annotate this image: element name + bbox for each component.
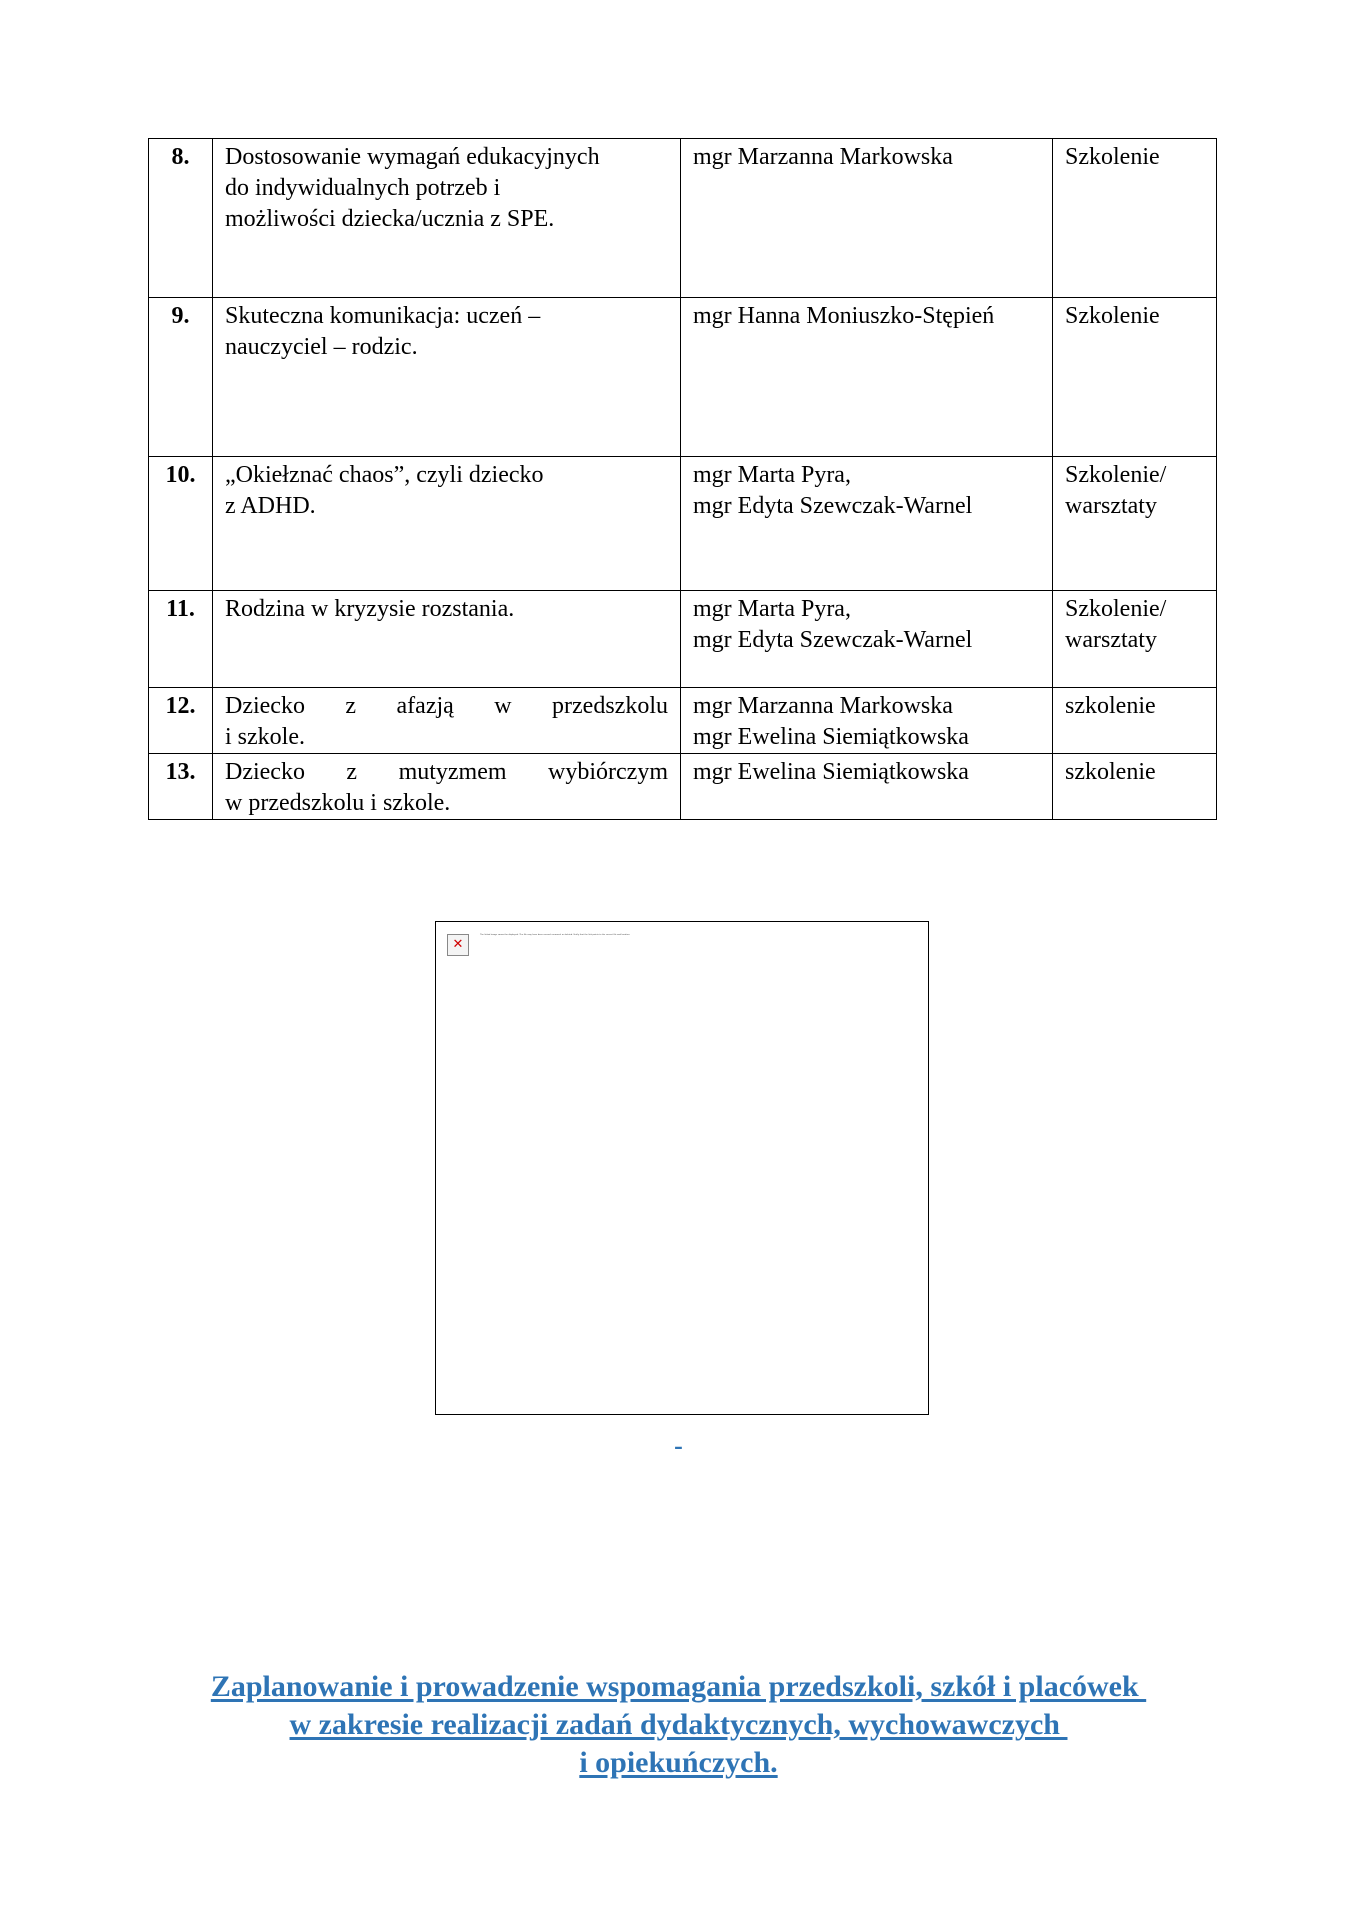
topic-cell [213,688,681,754]
form-text: szkolenie [1065,759,1156,785]
topic-line: Dziecko z mutyzmem wybiórczym [225,759,668,785]
topic-line: Dziecko z afazją w przedszkolu [225,693,668,719]
topic-line: z ADHD. [225,493,316,519]
row-number: 8. [149,139,213,298]
leaders-cell [681,591,1053,688]
row-number: 13. [149,754,213,820]
leaders-cell [681,298,1053,457]
form-cell [1053,457,1217,591]
topic-cell [213,139,681,298]
row-number: 12. [149,688,213,754]
form-text: warsztaty [1065,627,1157,653]
row-number: 9. [149,298,213,457]
topic-cell [213,298,681,457]
form-text: szkolenie [1065,693,1156,719]
form-cell [1053,298,1217,457]
broken-image-icon: ✕ [447,934,469,956]
leader-name: mgr Marta Pyra, [693,596,851,622]
form-text: Szkolenie [1065,144,1160,170]
heading-line[interactable]: w zakresie realizacji zadań dydaktycznych, wychowawczych [289,1708,1068,1741]
table-row [149,139,1217,298]
topic-line: Dostosowanie wymagań edukacyjnych [225,144,600,170]
topic-line: „Okiełznać chaos”, czyli dziecko [225,462,544,488]
form-cell [1053,591,1217,688]
topic-line: w przedszkolu i szkole. [225,790,451,816]
form-text: warsztaty [1065,493,1157,519]
topic-line: Rodzina w kryzysie rozstania. [225,596,515,622]
leader-name: mgr Marzanna Markowska [693,693,953,719]
leader-name: mgr Ewelina Siemiątkowska [693,724,969,750]
row-number: 11. [149,591,213,688]
topic-cell [213,754,681,820]
row-number: 10. [149,457,213,591]
form-cell [1053,688,1217,754]
heading-line[interactable]: i opiekuńczych. [579,1746,778,1779]
table-row [149,298,1217,457]
table-row [149,688,1217,754]
broken-image-message: The linked image cannot be displayed. The file may have been moved, renamed, or deleted. Verify that the link points to the correct file and location. [480,934,631,936]
leader-name: mgr Hanna Moniuszko-Stępień [693,303,995,329]
table-row [149,754,1217,820]
leader-name: mgr Ewelina Siemiątkowska [693,759,969,785]
form-text: Szkolenie/ [1065,462,1167,488]
table-row [149,591,1217,688]
topic-line: nauczyciel – rodzic. [225,334,418,360]
leader-name: mgr Edyta Szewczak-Warnel [693,627,973,653]
form-text: Szkolenie [1065,303,1160,329]
leader-name: mgr Marzanna Markowska [693,144,953,170]
form-cell [1053,754,1217,820]
table-row [149,457,1217,591]
form-cell [1053,139,1217,298]
topic-line: do indywidualnych potrzeb i [225,175,501,201]
dash-mark: - [674,1431,683,1460]
broken-image-placeholder [435,921,929,1415]
training-table [148,138,1217,820]
topic-cell [213,457,681,591]
leaders-cell [681,457,1053,591]
heading-line[interactable]: Zaplanowanie i prowadzenie wspomagania przedszkoli, szkół i placówek [210,1670,1147,1703]
leader-name: mgr Marta Pyra, [693,462,851,488]
leaders-cell [681,139,1053,298]
form-text: Szkolenie/ [1065,596,1167,622]
topic-line: możliwości dziecka/ucznia z SPE. [225,206,555,232]
topic-cell [213,591,681,688]
leaders-cell [681,688,1053,754]
topic-line: Skuteczna komunikacja: uczeń – [225,303,541,329]
section-heading[interactable] [0,1668,1357,1782]
topic-line: i szkole. [225,724,305,750]
leaders-cell [681,754,1053,820]
leader-name: mgr Edyta Szewczak-Warnel [693,493,973,519]
